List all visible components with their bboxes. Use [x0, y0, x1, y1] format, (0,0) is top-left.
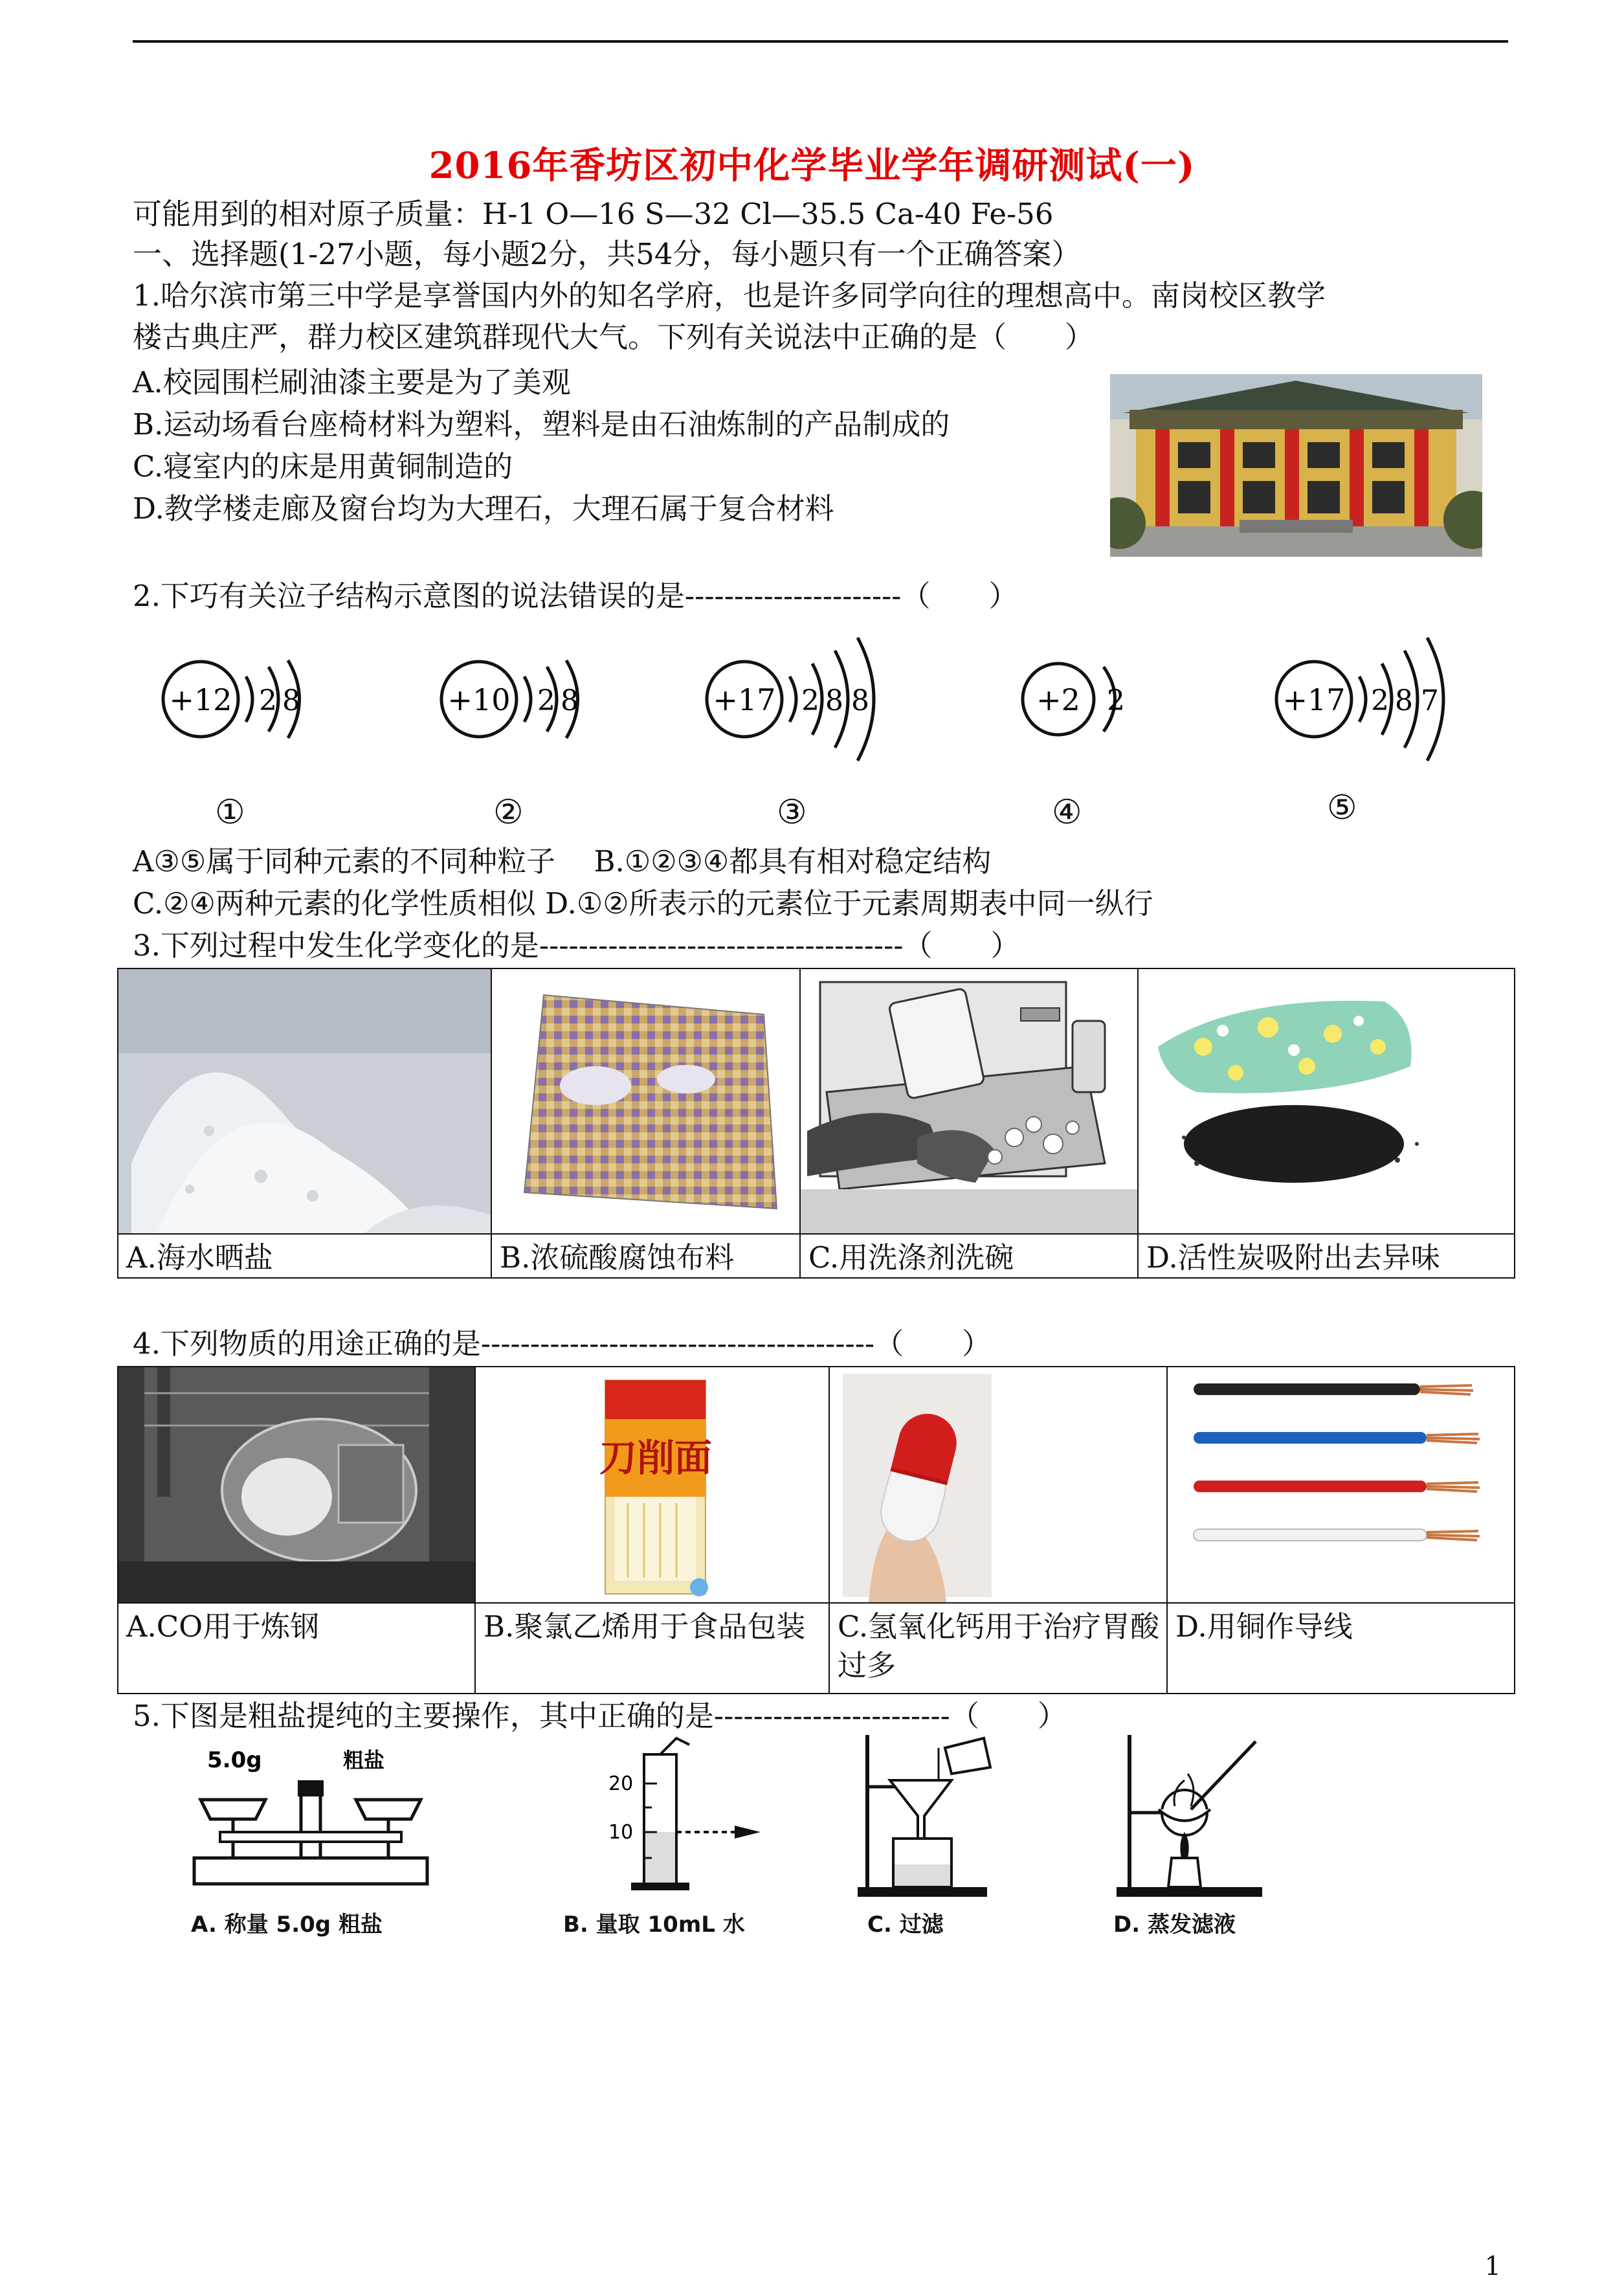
- q4-image-noodle-package: [475, 1367, 829, 1603]
- atom-label-4: ④: [1052, 793, 1082, 832]
- atom-5-shell-1: 2: [1371, 684, 1389, 717]
- q3-options-table: [117, 968, 1515, 1279]
- q3-image-salt: [118, 968, 491, 1234]
- atom-1-shell-2: 8: [282, 684, 300, 717]
- q3-option-d: D.活性炭吸附出去异味: [1146, 1240, 1440, 1275]
- atomic-masses: 可能用到的相对原子质量：H-1 O—16 S—32 Cl—35.5 Ca-40 Fe-56: [133, 197, 1054, 231]
- atom-diagram-4: [1010, 628, 1139, 766]
- balance-weight-label: 5.0g: [207, 1747, 262, 1773]
- atom-4-shell-1: 2: [1107, 684, 1125, 717]
- q1-option-b: B.运动场看台座椅材料为塑料，塑料是由石油炼制的产品制成的: [133, 407, 950, 442]
- q4-option-c: C.氢氧化钙用于治疗胃酸过多: [838, 1609, 1160, 1683]
- q5-diagram-balance: [188, 1741, 434, 1903]
- atom-label-1: ①: [215, 793, 245, 832]
- balance-salt-label: 粗盐: [343, 1748, 385, 1773]
- q1-option-d: D.教学楼走廊及窗台均为大理石，大理石属于复合材料: [133, 491, 834, 526]
- atom-2-nucleus: +10: [447, 682, 511, 717]
- atom-diagram-3: [699, 615, 906, 779]
- q3-image-charcoal: [1138, 968, 1515, 1234]
- q4-options-table: [117, 1366, 1515, 1694]
- q2-options-line2: C.②④两种元素的化学性质相似 D.①②所表示的元素位于元素周期表中同一纵行: [133, 886, 1153, 921]
- q4-option-b: B.聚氯乙烯用于食品包装: [484, 1609, 806, 1644]
- q4-option-a: A.CO用于炼钢: [126, 1609, 320, 1644]
- q4-image-capsule: [829, 1367, 1167, 1603]
- header-rule: [133, 40, 1508, 43]
- q5-diagram-filtration: [854, 1728, 997, 1903]
- atom-2-shell-2: 8: [561, 684, 579, 717]
- q5-stem: 5.下图是粗盐提纯的主要操作，其中正确的是------------------------（ ）: [133, 1699, 1067, 1733]
- atom-label-5: ⑤: [1327, 789, 1357, 827]
- atom-diagram-2: [434, 621, 602, 773]
- q3-option-b: B.浓硫酸腐蚀布料: [500, 1240, 735, 1275]
- q5-option-b: B. 量取 10mL 水: [563, 1912, 745, 1938]
- q1-option-c: C.寝室内的床是用黄铜制造的: [133, 449, 513, 484]
- atom-label-3: ③: [777, 793, 807, 832]
- q5-diagram-evaporation: [1113, 1728, 1269, 1903]
- atom-1-shell-1: 2: [259, 684, 277, 717]
- exam-title: 2016年香坊区初中化学毕业学年调研测试(一): [428, 144, 1196, 187]
- q3-option-c: C.用洗涤剂洗碗: [808, 1240, 1014, 1275]
- q2-stem: 2.下巧有关泣子结构示意图的说法错误的是----------------------（ ）: [133, 579, 1018, 613]
- atom-3-shell-1: 2: [801, 684, 819, 717]
- q3-option-a: A.海水晒盐: [126, 1240, 273, 1275]
- q4-image-steel-furnace: [118, 1367, 475, 1603]
- q4-option-d: D.用铜作导线: [1175, 1609, 1353, 1644]
- atom-2-shell-1: 2: [537, 684, 555, 717]
- atom-diagram-5: [1269, 615, 1476, 779]
- school-building-photo: [1110, 374, 1482, 557]
- atom-5-shell-3: 7: [1421, 684, 1439, 717]
- atom-1-nucleus: +12: [169, 682, 232, 717]
- q5-option-d: D. 蒸发滤液: [1113, 1912, 1236, 1938]
- q1-stem-line2: 楼古典庄严，群力校区建筑群现代大气。下列有关说法中正确的是（ ）: [133, 320, 1095, 354]
- q3-stem: 3.下列过程中发生化学变化的是-------------------------------------（ ）: [133, 928, 1020, 963]
- cylinder-tick-10: 10: [608, 1821, 634, 1844]
- q5-option-a: A. 称量 5.0g 粗盐: [191, 1912, 383, 1938]
- atom-3-shell-3: 8: [851, 684, 869, 717]
- noodle-package-text: 刀削面: [599, 1436, 713, 1480]
- atom-4-nucleus: +2: [1036, 682, 1080, 717]
- section-heading: 一、选择题(1-27小题，每小题2分，共54分，每小题只有一个正确答案）: [133, 237, 1081, 271]
- atom-label-2: ②: [493, 793, 524, 832]
- q3-image-fabric: [491, 968, 800, 1234]
- atom-5-nucleus: +17: [1282, 682, 1346, 717]
- q4-stem: 4.下列物质的用途正确的是----------------------------------------（ ）: [133, 1326, 992, 1361]
- cylinder-tick-20: 20: [608, 1773, 634, 1795]
- q1-stem-line1: 1.哈尔滨市第三中学是享誉国内外的知名学府，也是许多同学向往的理想高中。南岗校区教学: [133, 278, 1326, 313]
- q1-option-a: A.校园围栏刷油漆主要是为了美观: [133, 365, 571, 399]
- atom-5-shell-2: 8: [1395, 684, 1413, 717]
- q5-option-c: C. 过滤: [867, 1912, 944, 1938]
- q5-diagram-graduated-cylinder: [605, 1735, 773, 1903]
- atom-3-nucleus: +17: [713, 682, 776, 717]
- page-number: 1: [1484, 2252, 1501, 2281]
- q2-options-line1: A③⑤属于同种元素的不同种粒子 B.①②③④都具有相对稳定结构: [133, 844, 992, 878]
- atom-3-shell-2: 8: [825, 684, 843, 717]
- q4-image-copper-wires: [1167, 1367, 1515, 1603]
- q3-image-dishwashing: [800, 968, 1138, 1234]
- atom-diagram-1: [155, 621, 324, 773]
